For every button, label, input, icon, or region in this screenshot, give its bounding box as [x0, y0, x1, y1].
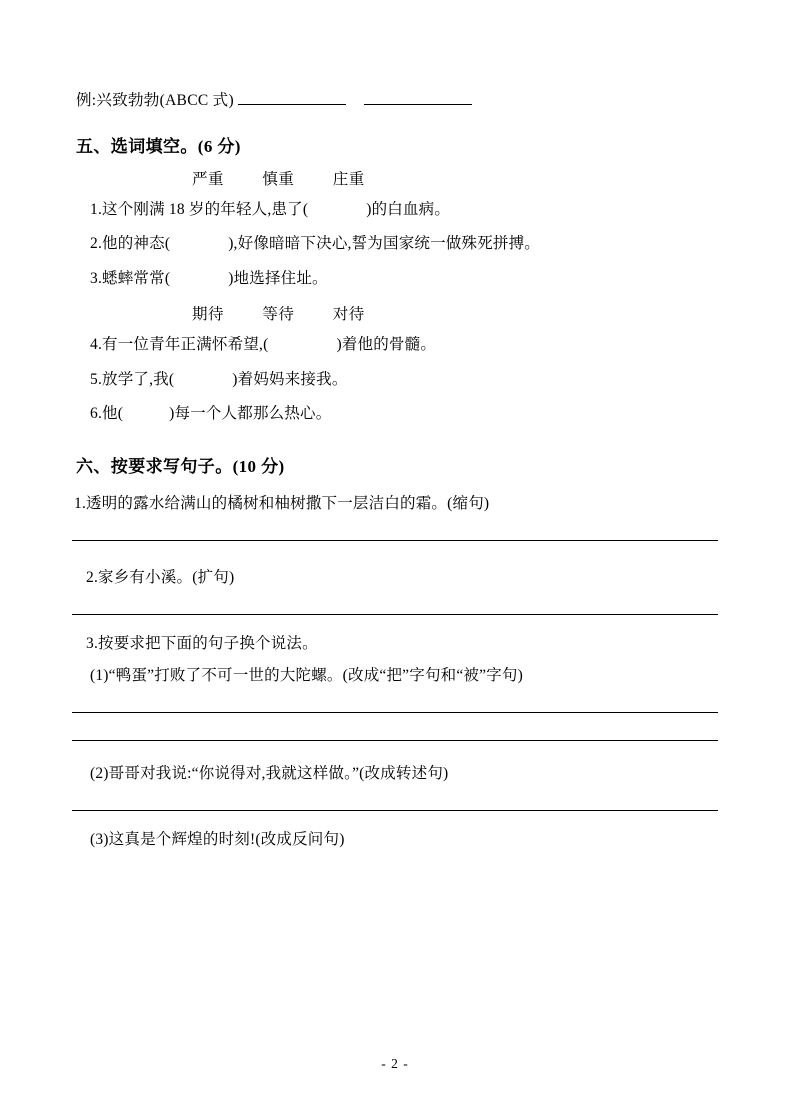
- spacer: [72, 615, 718, 631]
- question-5-3-part-1: 3.蟋蟀常常(: [90, 269, 171, 287]
- question-5-3: [72, 268, 718, 290]
- question-5-5: [72, 369, 718, 391]
- question-5-5-part-2: )着妈妈来接我。: [232, 370, 348, 388]
- question-5-3-part-2: )地选择住址。: [228, 269, 328, 287]
- question-6-3-1: (1)“鸭蛋”打败了不可一世的大陀螺。(改成“把”字句和“被”字句): [90, 666, 523, 684]
- question-5-6-part-1: 6.他(: [90, 405, 124, 423]
- question-6-1: 1.透明的露水给满山的橘树和柚树撒下一层洁白的霜。(缩句): [74, 494, 490, 512]
- question-5-2: [72, 233, 718, 255]
- question-5-1: [72, 199, 718, 221]
- question-6-3-3: (3)这真是个辉煌的时刻!(改成反问句): [90, 830, 345, 848]
- spacer: [72, 541, 718, 565]
- spacer: [72, 741, 718, 761]
- question-6-2: 2.家乡有小溪。(扩句): [86, 568, 235, 586]
- word-bank-1: [72, 167, 718, 189]
- question-6-3-2: (2)哥哥对我说:“你说得对,我就这样做。”(改成转述句): [90, 764, 449, 782]
- question-5-2-part-2: ),好像暗暗下决心,誓为国家统一做殊死拼搏。: [228, 235, 541, 253]
- question-5-2-part-1: 2.他的神态(: [90, 235, 171, 253]
- page-number: - 2 -: [381, 1056, 409, 1071]
- question-5-6-part-2: )每一个人都那么热心。: [169, 405, 332, 423]
- question-5-4-part-1: 4.有一位青年正满怀希望,(: [90, 336, 269, 354]
- question-5-5-part-1: 5.放学了,我(: [90, 370, 175, 388]
- question-5-1-part-1: 1.这个刚满 18 岁的年轻人,患了(: [90, 201, 309, 218]
- question-5-1-part-2: )的白血病。: [366, 201, 451, 218]
- spacer: [72, 811, 718, 827]
- spacer: [72, 653, 718, 663]
- question-5-4: [72, 334, 718, 356]
- word-bank-2-item-1: 期待: [192, 306, 225, 324]
- example-blank-2: [364, 89, 472, 106]
- word-bank-2-item-2: 等待: [262, 306, 295, 324]
- word-bank-2: [72, 302, 718, 324]
- question-5-6: [72, 403, 718, 425]
- example-line: [72, 88, 718, 110]
- word-bank-2-item-3: 对待: [332, 306, 365, 324]
- answer-line-6-3-1-a[interactable]: [72, 712, 718, 713]
- word-bank-1-item-2: 慎重: [262, 171, 295, 188]
- example-blank-1: [238, 89, 346, 106]
- word-bank-1-item-1: 严重: [192, 171, 225, 188]
- example-text: 例:兴致勃勃(ABCC 式): [76, 92, 234, 109]
- question-6-3: 3.按要求把下面的句子换个说法。: [86, 634, 318, 652]
- word-bank-1-item-3: 庄重: [332, 171, 365, 188]
- question-5-4-part-2: )着他的骨髓。: [336, 336, 437, 354]
- section-6-title: 六、按要求写句子。(10 分): [76, 456, 285, 476]
- section-5-title: 五、选词填空。(6 分): [76, 137, 241, 156]
